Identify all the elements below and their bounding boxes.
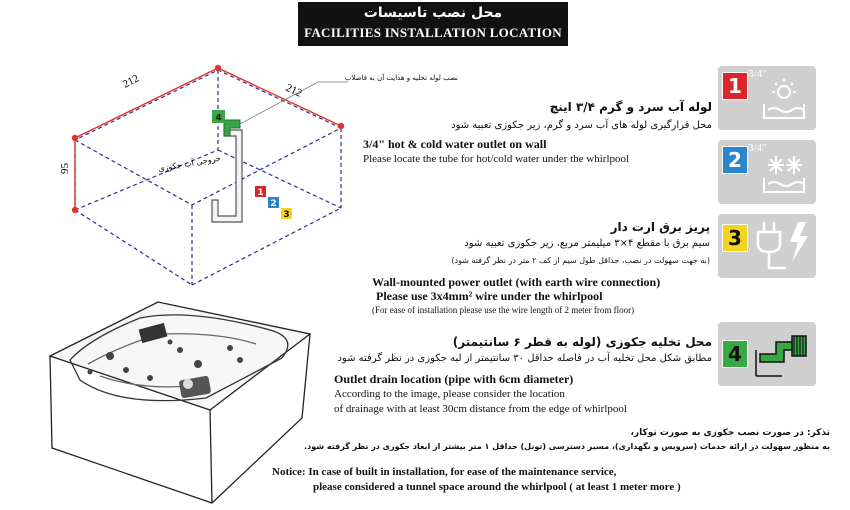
dimension-line-width <box>75 68 218 138</box>
section3-body-en-1: According to the image, please consider the location <box>334 388 565 400</box>
notice-en-line1: Notice: In case of built in installation, for ease of the maintenance service, <box>272 466 617 478</box>
section3-heading-fa: محل تخلیه جکوزی (لوله به قطر ۶ سانتیمتر) <box>452 335 712 349</box>
notice-fa-line2: به منظور سهولت در ارائه خدمات (سرویس و نگهداری)، مسیر دسترسی (تونل) حداقل ۱ متر بیشتر از ابعاد جکوزی در نظر گرفته شود. <box>304 442 830 451</box>
dimension-height-label: 95 <box>59 163 71 174</box>
cold-water-snowflake-icon <box>758 150 810 198</box>
power-plug-lightning-icon <box>752 218 814 274</box>
dimension-width-label: 212 <box>120 72 142 91</box>
notice-en-line2: please considered a tunnel space around the whirlpool ( at least 1 meter more ) <box>313 481 681 493</box>
dimension-depth-label: 212 <box>283 81 304 100</box>
panel-spec-2: 3/4" <box>748 142 767 154</box>
section1-heading-fa: لوله آب سرد و گرم ۳/۴ اینچ <box>549 100 712 114</box>
outlet-label: خروجی آب جکوزی <box>157 153 222 174</box>
section2-heading-en: Wall-mounted power outlet (with earth wire connection) <box>372 275 661 289</box>
panel-spec-1: 3/4" <box>748 68 767 80</box>
section2-note-fa: (به جهت سهولت در نصب، حداقل طول سیم از کف ۲ متر در نظر گرفته شود) <box>451 256 710 265</box>
page-title-fa: محل نصب تاسیسات <box>363 5 503 21</box>
panel-power-outlet <box>718 214 816 278</box>
section3-body-en-2: of drainage with at least 30cm distance from the edge of whirlpool <box>334 403 627 415</box>
page-title-en: FACILITIES INSTALLATION LOCATION <box>304 25 562 40</box>
svg-text:1: 1 <box>257 188 264 198</box>
panel-number-2: 2 <box>722 146 748 174</box>
drain-pipe-icon <box>752 328 814 382</box>
panel-hot-water <box>718 66 816 130</box>
svg-text:2: 2 <box>270 199 277 209</box>
section1-body-fa: محل قرارگیری لوله های آب سرد و گرم، زیر جکوزی تعبیه شود <box>451 120 712 131</box>
section2-note-en: (For ease of installation please use the wire length of 2 meter from floor) <box>372 305 635 315</box>
panel-number-1: 1 <box>722 72 748 100</box>
section2-body-fa: سیم برق با مقطع ۴×۳ میلیمتر مربع، زیر جکوزی تعبیه شود <box>464 238 710 249</box>
panel-number-3: 3 <box>722 224 748 252</box>
svg-text:3: 3 <box>283 210 290 220</box>
outlet-pipe <box>212 130 242 222</box>
section1-heading-en: 3/4" hot & cold water outlet on wall <box>363 137 547 151</box>
box-edge-bottom-left <box>75 210 192 285</box>
drain-pipe-label: نصب لوله تخلیه و هدایت آن به فاضلاب <box>344 74 458 82</box>
notice-fa-line1: تذکر: در صورت نصب جکوزی به صورت توکار، <box>630 428 830 438</box>
section2-body-en: Please use 3x4mm² wire under the whirlpool <box>376 289 603 303</box>
hot-water-sun-icon <box>758 76 810 124</box>
section3-body-fa: مطابق شکل محل تخلیه آب در فاصله حداقل ۳۰ سانتیمتر از لبه جکوزی در نظر گرفته شود <box>337 353 712 364</box>
panel-drain-outlet <box>718 322 816 386</box>
section1-body-en: Please locate the tube for hot/cold water under the whirlpool <box>363 153 630 165</box>
installation-diagram <box>0 50 360 290</box>
panel-number-4: 4 <box>722 340 748 368</box>
page-title-box <box>298 2 568 46</box>
panel-cold-water <box>718 140 816 204</box>
svg-text:4: 4 <box>215 113 222 124</box>
section3-heading-en: Outlet drain location (pipe with 6cm diameter) <box>334 372 574 386</box>
section2-heading-fa: پریز برق ارت دار <box>610 220 710 234</box>
